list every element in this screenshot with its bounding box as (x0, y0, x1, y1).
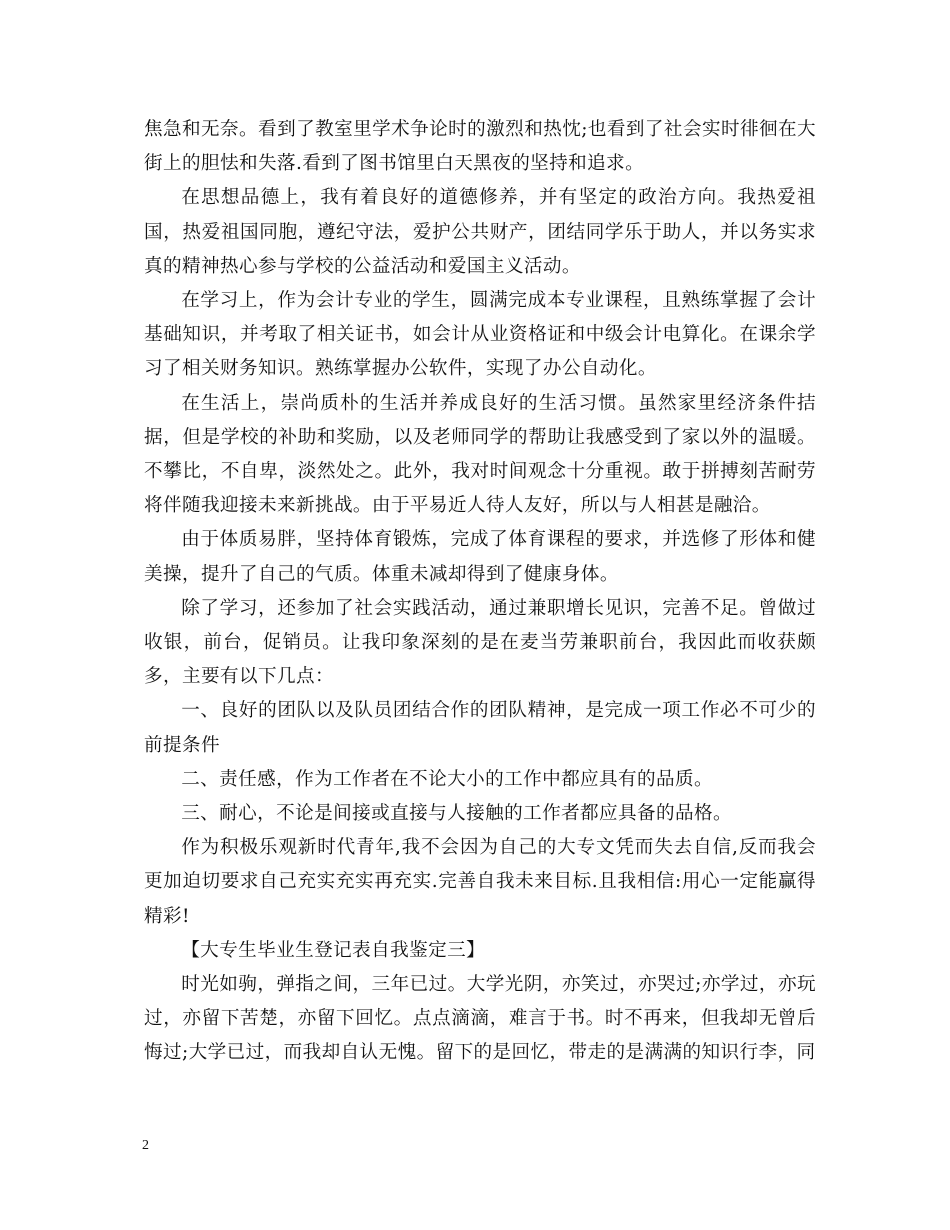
paragraph-2: 在思想品德上，我有着良好的道德修养，并有坚定的政治方向。我热爱祖国，热爱祖国同胞，遵纪守法，爱护公共财产，团结同学乐于助人，并以务实求真的精神热心参与学校的公益活动和爱国主义活动。 (144, 187, 816, 277)
paragraph-9: 三、耐心，不论是间接或直接与人接触的工作者都应具备的品格。 (181, 803, 733, 825)
section-heading: 【大专生毕业生登记表自我鉴定三】 (181, 939, 486, 961)
paragraph-7: 一、良好的团队以及队员团结合作的团队精神，是完成一项工作必不可少的前提条件 (144, 700, 816, 756)
page-number: 2 (142, 1138, 149, 1153)
paragraph-10: 作为积极乐观新时代青年,我不会因为自己的大专文凭而失去自信,反而我会更加迫切要求自己充实充实再充实.完善自我未来目标.且我相信:用心一定能赢得精彩! (144, 837, 816, 927)
paragraph-1: 焦急和无奈。看到了教室里学术争论时的激烈和热忱;也看到了社会实时徘徊在大街上的胆怯和失落.看到了图书馆里白天黑夜的坚持和追求。 (144, 119, 816, 175)
paragraph-6: 除了学习，还参加了社会实践活动，通过兼职增长见识，完善不足。曾做过收银，前台，促销员。让我印象深刻的是在麦当劳兼职前台，我因此而收获颇多，主要有以下几点： (144, 597, 816, 688)
paragraph-3: 在学习上，作为会计专业的学生，圆满完成本专业课程，且熟练掌握了会计基础知识，并考取了相关证书，如会计从业资格证和中级会计电算化。在课余学习了相关财务知识。熟练掌握办公软件，实现了办公自动化。 (144, 290, 816, 380)
paragraph-4: 在生活上，崇尚质朴的生活并养成良好的生活习惯。虽然家里经济条件拮据，但是学校的补助和奖励，以及老师同学的帮助让我感受到了家以外的温暖。不攀比，不自卑，淡然处之。此外，我对时间观念十分重视。敢于拼搏刻苦耐劳将伴随我迎接未来新挑战。由于平易近人待人友好，所以与人相甚是融洽。 (144, 392, 816, 517)
paragraph-12: 时光如驹，弹指之间，三年已过。大学光阴，亦笑过，亦哭过;亦学过，亦玩过，亦留下苦楚，亦留下回忆。点点滴滴，难言于书。时不再来，但我却无曾后悔过;大学已过，而我却自认无愧。留下的是回忆，带走的是满满的知识行李，同 (144, 974, 816, 1064)
document-body (144, 113, 816, 1071)
paragraph-5: 由于体质易胖，坚持体育锻炼，完成了体育课程的要求，并选修了形体和健美操，提升了自己的气质。体重未减却得到了健康身体。 (144, 529, 816, 585)
paragraph-8: 二、责任感，作为工作者在不论大小的工作中都应具有的品质。 (181, 768, 714, 790)
